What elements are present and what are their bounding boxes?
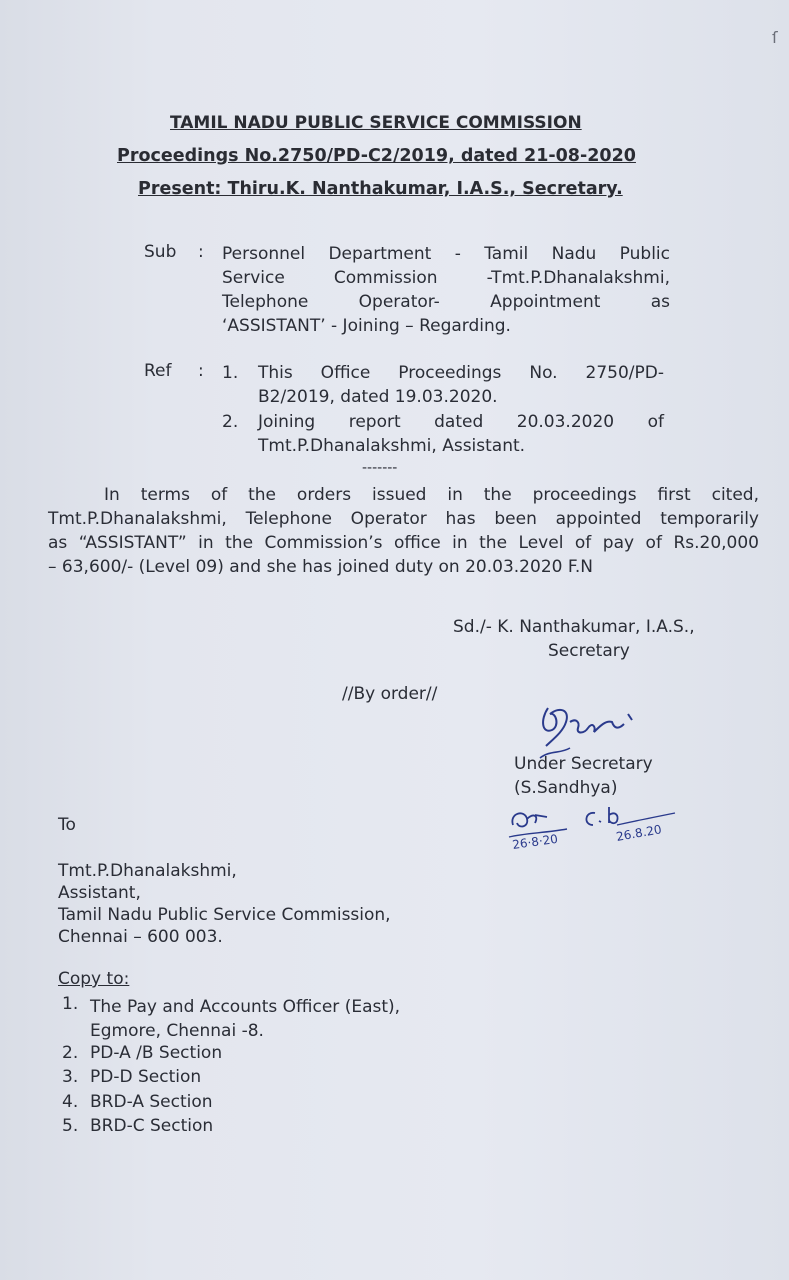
- proceedings-line: Proceedings No.2750/PD-C2/2019, dated 21-08-2020: [117, 146, 636, 166]
- org-title: TAMIL NADU PUBLIC SERVICE COMMISSION: [170, 113, 582, 133]
- subject-line-3: Telephone Operator- Appointment as: [222, 292, 670, 312]
- body-line-1: In terms of the orders issued in the proceedings first cited,: [104, 485, 759, 505]
- handwritten-initials: [505, 803, 685, 853]
- ref-1-num: 1.: [222, 363, 239, 383]
- subject-line-1: Personnel Department - Tamil Nadu Public: [222, 244, 670, 264]
- copy-5-line: BRD-C Section: [90, 1116, 214, 1136]
- edge-mark: ſ: [772, 28, 778, 47]
- to-label: To: [58, 815, 76, 835]
- body-line-2: Tmt.P.Dhanalakshmi, Telephone Operator has been appointed temporarily: [48, 509, 759, 529]
- subject-line-2: Service Commission -Tmt.P.Dhanalakshmi,: [222, 268, 670, 288]
- recipient-line-4: Chennai – 600 003.: [58, 927, 223, 947]
- svg-text:26.8.20: 26.8.20: [615, 822, 663, 844]
- ref-colon: :: [198, 361, 204, 381]
- copy-2-num: 2.: [62, 1043, 79, 1063]
- under-secretary: Under Secretary: [514, 754, 653, 774]
- ref-label: Ref: [144, 361, 172, 381]
- copy-1-num: 1.: [62, 994, 79, 1014]
- ref-2-num: 2.: [222, 412, 239, 432]
- ref-2-line-2: Tmt.P.Dhanalakshmi, Assistant.: [258, 436, 526, 456]
- copy-4-num: 4.: [62, 1092, 79, 1112]
- by-order: //By order//: [342, 684, 438, 704]
- svg-text:26·8·20: 26·8·20: [511, 831, 559, 852]
- recipient-line-2: Assistant,: [58, 883, 141, 903]
- present-line: Present: Thiru.K. Nanthakumar, I.A.S., Secretary.: [138, 179, 623, 199]
- recipient-line-3: Tamil Nadu Public Service Commission,: [58, 905, 391, 925]
- recipient-line-1: Tmt.P.Dhanalakshmi,: [58, 861, 237, 881]
- copy-3-line: PD-D Section: [90, 1067, 202, 1087]
- sub-label: Sub: [144, 242, 177, 262]
- copy-5-num: 5.: [62, 1116, 79, 1136]
- copy-to-label: Copy to:: [58, 969, 130, 989]
- copy-3-num: 3.: [62, 1067, 79, 1087]
- body-line-4: – 63,600/- (Level 09) and she has joined duty on 20.03.2020 F.N: [48, 557, 594, 577]
- sub-colon: :: [198, 242, 204, 262]
- ref-2-line-1: Joining report dated 20.03.2020 of: [258, 412, 664, 432]
- under-secretary-name: (S.Sandhya): [514, 778, 618, 798]
- copy-4-line: BRD-A Section: [90, 1092, 213, 1112]
- subject-line-4: ‘ASSISTANT’ - Joining – Regarding.: [222, 316, 511, 336]
- signed-by: Sd./- K. Nanthakumar, I.A.S.,: [453, 617, 695, 637]
- ref-separator: -------: [362, 460, 398, 476]
- ref-1-line-1: This Office Proceedings No. 2750/PD-: [258, 363, 664, 383]
- ref-1-line-2: B2/2019, dated 19.03.2020.: [258, 387, 498, 407]
- body-line-3: as “ASSISTANT” in the Commission’s office in the Level of pay of Rs.20,000: [48, 533, 759, 553]
- secretary-designation: Secretary: [548, 641, 630, 661]
- copy-2-line: PD-A /B Section: [90, 1043, 223, 1063]
- copy-1-line-1: The Pay and Accounts Officer (East),: [90, 997, 401, 1017]
- copy-1-line-2: Egmore, Chennai -8.: [90, 1021, 264, 1041]
